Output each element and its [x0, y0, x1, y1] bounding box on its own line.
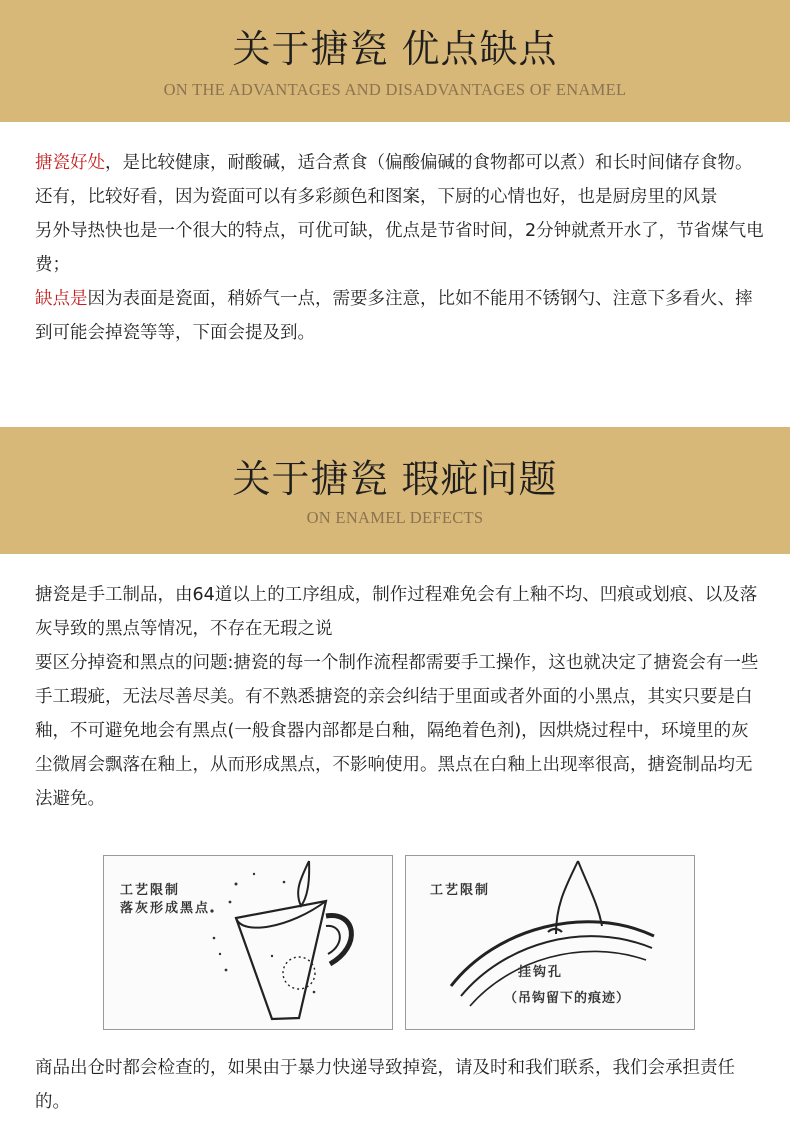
footer-paragraph [35, 1051, 765, 1119]
section-title: 关于搪瓷 瑕疵问题 [232, 457, 558, 501]
advantages-paragraph [35, 146, 765, 350]
figure-caption-line2: 落灰形成黑点 [120, 901, 211, 916]
section-subtitle: ON ENAMEL DEFECTS [306, 508, 484, 527]
footer-text: 商品出仓时都会检查的，如果由于暴力快递导致掉瓷，请及时和我们联系，我们会承担责任的。 [35, 1058, 735, 1112]
hook-hole-illustration [405, 855, 695, 1030]
pros-text: ，是比较健康，耐酸碱，适合煮食（偏酸偏碱的食物都可以煮）和长时间储存食物。还有，比较好看，因为瓷面可以有多彩颜色和图案，下厨的心情也好，也是厨房里的风景 [35, 153, 753, 207]
section-banner-advantages [0, 0, 790, 122]
extra-text: 另外导热快也是一个很大的特点，可优可缺，优点是节省时间，2分钟就煮开水了，节省煤气电费； [35, 221, 764, 275]
cons-label: 缺点是 [35, 289, 88, 309]
defects-intro-text: 搪瓷是手工制品，由64道以上的工序组成，制作过程难免会有上釉不均、凹痕或划痕、以及落灰导致的黑点等情况，不存在无瑕之说 [35, 585, 758, 639]
defects-detail-text: 要区分掉瓷和黑点的问题:搪瓷的每一个制作流程都需要手工操作，这也就决定了搪瓷会有一些手工瑕疵，无法尽善尽美。有不熟悉搪瓷的亲会纠结于里面或者外面的小黑点，其实只要是白釉，不可避免地会有黑点(一般食器内部都是白釉，隔绝着色剂)，因烘烧过程中，环境里的灰尘微屑会飘落在釉上，从而形成黑点，不影响使用。黑点在白釉上出现率很高，搪瓷制品均无法避免。 [35, 653, 759, 809]
dust-specks-illustration [103, 855, 393, 1030]
section-title: 关于搪瓷 优点缺点 [232, 27, 558, 71]
hook-hole-label: 挂钩孔 [518, 965, 564, 980]
hook-hole-note: （吊钩留下的痕迹） [504, 991, 631, 1006]
pros-label: 搪瓷好处 [35, 153, 105, 173]
figure-caption-line1: 工艺限制 [430, 883, 491, 898]
section-subtitle: ON THE ADVANTAGES AND DISADVANTAGES OF ENAMEL [163, 80, 627, 99]
mug-drawing [104, 856, 394, 1031]
cons-text: 因为表面是瓷面，稍娇气一点，需要多注意，比如不能用不锈钢勺、注意下多看火、摔到可能会掉瓷等等，下面会提及到。 [35, 289, 753, 343]
defects-paragraph [35, 578, 765, 816]
section-banner-defects [0, 427, 790, 554]
figure-caption-line1: 工艺限制 [120, 883, 181, 898]
